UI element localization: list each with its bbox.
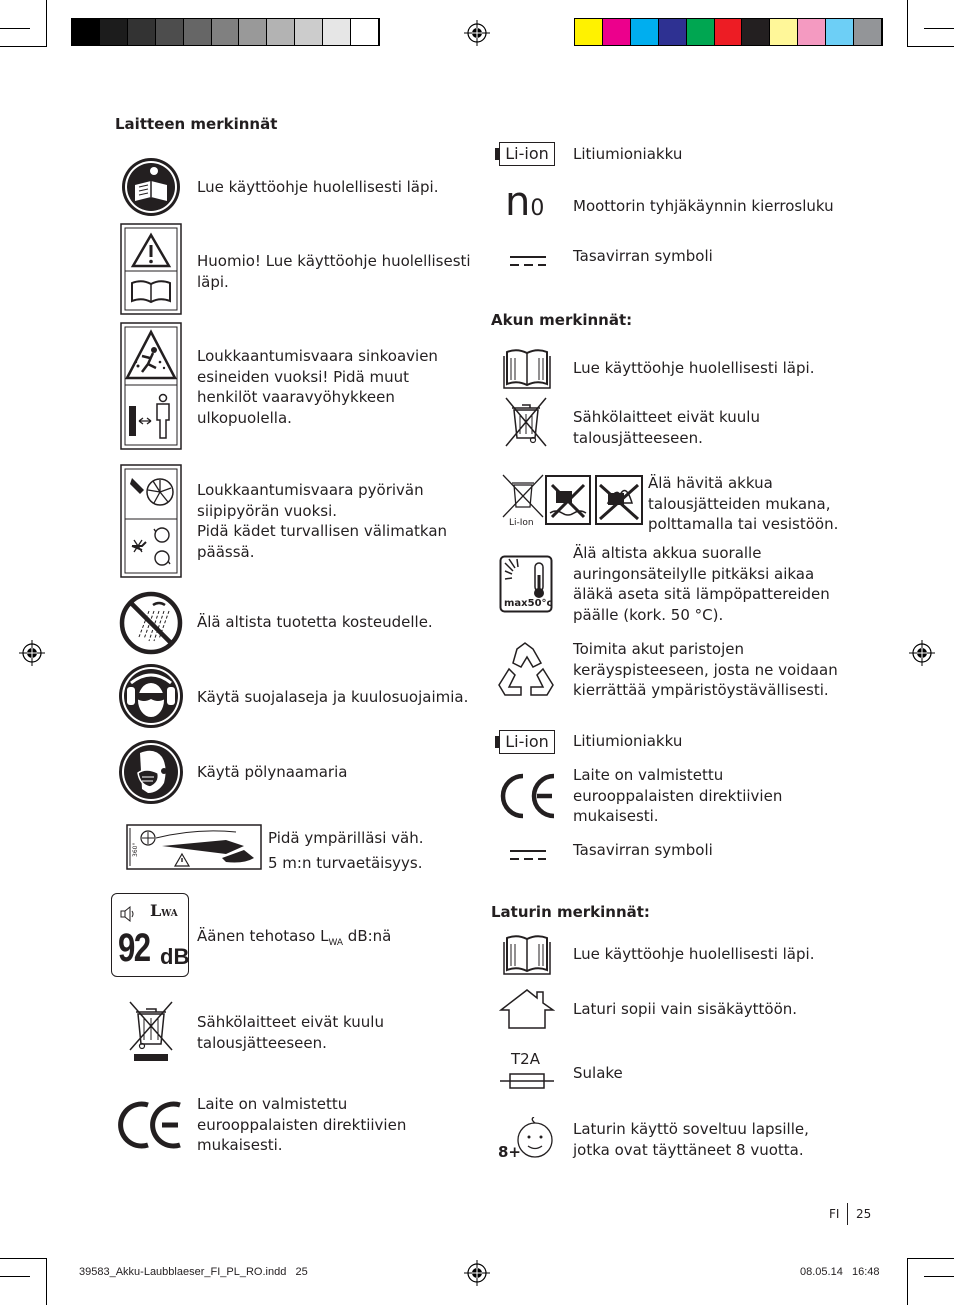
registration-mark-icon: [19, 640, 45, 666]
recycle-icon: [495, 639, 557, 701]
item-description: Älä altista tuotetta kosteudelle.: [197, 613, 433, 631]
warning-manual-icon: [120, 223, 182, 315]
color-swatch: [351, 19, 379, 45]
color-swatch: [212, 19, 240, 45]
section-heading: Akun merkinnät:: [491, 311, 633, 329]
color-swatch: [687, 19, 715, 45]
item-description: Älä altista akkua suoralle auringonsäteilylle pitkäksi aikaa äläkä aseta sitä lämpöpattereiden päälle (kork. 50 °C).: [573, 544, 830, 624]
section-heading: Laitteen merkinnät: [115, 115, 278, 133]
read-manual-circle-icon: [121, 157, 181, 217]
fuse-icon: T2A: [500, 1050, 554, 1094]
dc-symbol-icon: [509, 255, 547, 267]
dust-mask-icon: [118, 739, 184, 805]
color-swatch: [239, 19, 267, 45]
process-color-bar: [574, 18, 883, 46]
color-swatch: [128, 19, 156, 45]
color-swatch: [295, 19, 323, 45]
badge-l-label: LWA: [150, 901, 178, 920]
item-description: Loukkaantumisvaara pyörivän siipipyörän vuoksi. Pidä kädet turvallisen välimatkan päässä.: [197, 481, 448, 561]
color-swatch: [854, 19, 882, 45]
item-description: Tasavirran symboli: [573, 247, 713, 265]
item-description: Tasavirran symboli: [573, 841, 713, 859]
item-description: Lue käyttöohje huolellisesti läpi.: [573, 945, 815, 963]
color-swatch: [770, 19, 798, 45]
page-number: 25: [856, 1207, 872, 1221]
section-heading: Laturin merkinnät:: [491, 903, 650, 921]
color-swatch: [100, 19, 128, 45]
weee-bin-icon: [128, 1000, 174, 1062]
item-description: Huomio! Lue käyttöohje huolellisesti läpi.: [197, 252, 471, 291]
color-swatch: [184, 19, 212, 45]
goggles-ear-protection-icon: [118, 663, 184, 729]
item-description: Litiumioniakku: [573, 145, 683, 163]
color-swatch: [575, 19, 603, 45]
no-moisture-icon: [119, 591, 183, 655]
speaker-icon: [120, 906, 136, 922]
li-ion-small-label: Li-Ion: [509, 518, 534, 528]
max-temperature-icon: [499, 555, 553, 613]
color-swatch: [267, 19, 295, 45]
item-description: Litiumioniakku: [573, 732, 683, 750]
safety-distance-icon: [126, 824, 262, 870]
ce-mark-icon: [494, 771, 560, 821]
weee-bin-icon: [503, 396, 549, 450]
item-description: Sulake: [573, 1064, 623, 1082]
item-description: Moottorin tyhjäkäynnin kierrosluku: [573, 197, 834, 215]
color-swatch: [659, 19, 687, 45]
read-manual-icon: [503, 934, 551, 976]
rotating-impeller-icon: [120, 464, 182, 578]
page-footer-divider: [847, 1203, 848, 1225]
n0-icon: n0: [505, 179, 545, 225]
color-swatch: [631, 19, 659, 45]
indoor-house-icon: [499, 988, 555, 1030]
page-footer-language: FI: [829, 1207, 840, 1221]
li-ion-icon: Li-ion: [495, 730, 557, 754]
item-description: Lue käyttöohje huolellisesti läpi.: [197, 178, 439, 196]
print-slug-date: 08.05.14 16:48: [800, 1266, 880, 1278]
battery-disposal-icon: [500, 473, 646, 529]
child-8plus-icon: 8+: [496, 1117, 558, 1165]
thrown-objects-icon: [120, 322, 182, 450]
item-description: Loukkaantumisvaara sinkoavien esineiden vuoksi! Pidä muut henkilöt vaaravyöhykkeen ulkopuolella.: [197, 347, 438, 427]
ce-mark-icon: [118, 1099, 186, 1151]
color-swatch: [742, 19, 770, 45]
color-swatch: [715, 19, 743, 45]
item-description: Lue käyttöohje huolellisesti läpi.: [573, 359, 815, 377]
color-swatch: [826, 19, 854, 45]
gray-color-bar: [71, 18, 380, 46]
li-ion-icon: Li-ion: [495, 142, 557, 166]
item-description: Sähkölaitteet eivät kuulu talousjätteeseen.: [197, 1013, 384, 1052]
item-description: Laite on valmistettu eurooppalaisten direktiivien mukaisesti.: [573, 766, 783, 825]
color-swatch: [72, 19, 100, 45]
item-description: Sähkölaitteet eivät kuulu talousjätteeseen.: [573, 408, 760, 447]
item-description: Toimita akut paristojen keräyspisteeseen, josta ne voidaan kierrättää ympäristöystävällisesti.: [573, 640, 838, 699]
angle-label: 360°: [132, 842, 139, 857]
item-description: Laite on valmistettu eurooppalaisten direktiivien mukaisesti.: [197, 1095, 407, 1154]
item-description: Käytä suojalaseja ja kuulosuojaimia.: [197, 688, 469, 706]
color-swatch: [156, 19, 184, 45]
registration-mark-icon: [464, 20, 490, 46]
color-swatch: [603, 19, 631, 45]
read-manual-icon: [503, 348, 551, 390]
item-description: Laturin käyttö soveltuu lapsille, jotka ovat täyttäneet 8 vuotta.: [573, 1120, 809, 1159]
registration-mark-icon: [464, 1260, 490, 1286]
color-swatch: [798, 19, 826, 45]
item-description: Äänen tehotaso $L_{WA}$ dB:nä: [197, 927, 392, 948]
registration-mark-icon: [909, 640, 935, 666]
item-description: Laturi sopii vain sisäkäyttöön.: [573, 1000, 798, 1018]
item-description: Käytä pölynaamaria: [197, 763, 348, 781]
item-description: Pidä ympärilläsi väh. 5 m:n turvaetäisyys.: [268, 829, 424, 872]
badge-unit: dB: [160, 944, 190, 969]
dc-symbol-icon: [509, 849, 547, 861]
badge-value: 92: [118, 926, 150, 970]
max-temp-label: max50°c: [504, 598, 553, 609]
color-swatch: [323, 19, 351, 45]
print-slug-file: 39583_Akku-Laubblaeser_FI_PL_RO.indd 25: [79, 1266, 308, 1278]
sound-power-icon: [111, 893, 189, 977]
item-description: Älä hävitä akkua talousjätteiden mukana, polttamalla tai vesistöön.: [648, 474, 839, 533]
